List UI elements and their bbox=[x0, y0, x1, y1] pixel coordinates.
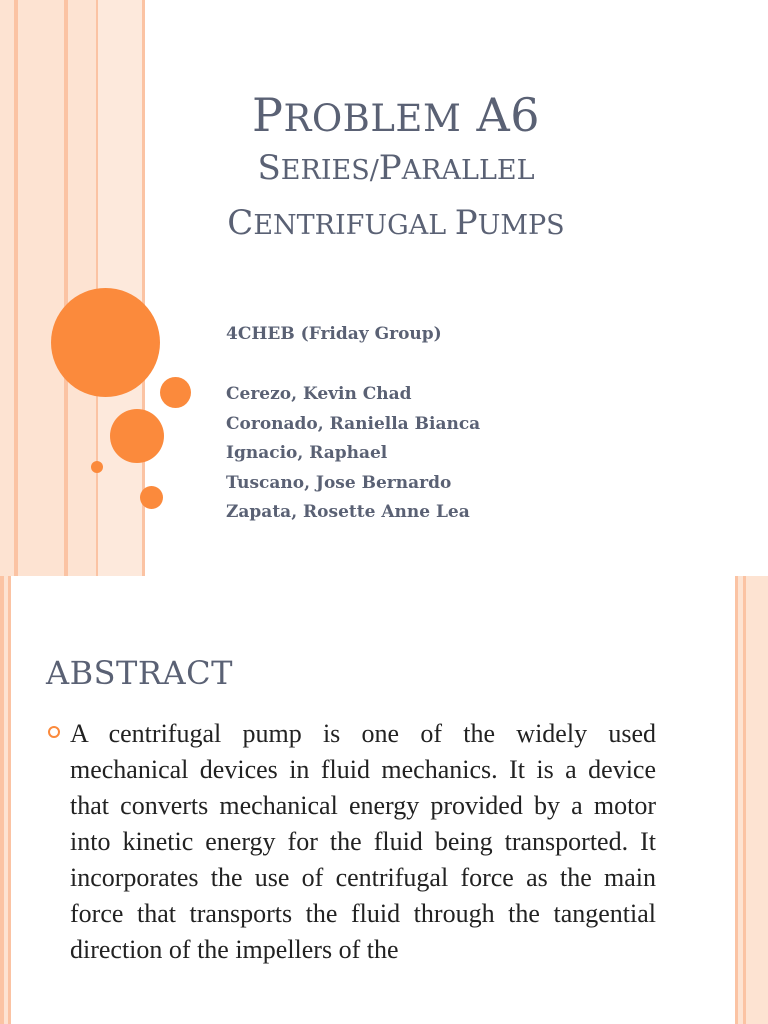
decor-stripe bbox=[0, 0, 14, 576]
decor-stripe bbox=[68, 0, 96, 576]
title-number: A6 bbox=[476, 88, 540, 142]
subtitle-rest: UMPS bbox=[477, 210, 565, 241]
decor-stripe bbox=[18, 0, 64, 576]
group-label: 4CHEB (Friday Group) bbox=[226, 324, 442, 344]
member-name: Cerezo, Kevin Chad bbox=[226, 384, 412, 404]
subtitle-rest: ARALLEL bbox=[401, 155, 535, 186]
subtitle-cap: P bbox=[378, 148, 402, 188]
abstract-heading: ABSTRACT bbox=[46, 654, 233, 692]
decor-circle-medium bbox=[110, 409, 164, 463]
member-name: Tuscano, Jose Bernardo bbox=[226, 472, 452, 493]
abstract-slide bbox=[0, 576, 768, 1024]
decor-circle-tiny bbox=[91, 461, 103, 473]
bullet-ring-icon bbox=[48, 726, 60, 738]
member-name: Zapata, Rosette Anne Lea bbox=[226, 502, 470, 522]
subtitle-rest: ERIES/ bbox=[280, 155, 379, 186]
member-name: Ignacio, Raphael bbox=[226, 443, 388, 463]
member-name: Coronado, Raniella Bianca bbox=[226, 413, 481, 434]
subtitle-line-2 bbox=[227, 203, 564, 243]
subtitle-cap: S bbox=[257, 148, 281, 188]
abstract-body: A centrifugal pump is one of the widely used mechanical devices in fluid mechanics. It is a device that converts mechanical energy provided by a motor into kinetic energy for the fluid being transported. It incorporates the use of centrifugal force as the main force that transports the fluid through the tangential direction of the impellers of the bbox=[70, 719, 656, 964]
title-first-letter: P bbox=[252, 88, 284, 142]
slide-title bbox=[150, 88, 642, 142]
subtitle-rest: ENTRIFUGAL bbox=[253, 210, 455, 241]
decor-stripe bbox=[746, 576, 768, 1024]
decor-circle-large bbox=[51, 288, 160, 397]
title-rest: ROBLEM bbox=[283, 97, 462, 140]
member-list bbox=[226, 382, 480, 530]
slide-subtitle bbox=[150, 142, 642, 252]
decor-circle-small bbox=[140, 486, 163, 509]
subtitle-cap: P bbox=[454, 203, 478, 243]
subtitle-line-1 bbox=[257, 148, 534, 188]
decor-circle-small bbox=[160, 377, 191, 408]
subtitle-cap: C bbox=[227, 203, 254, 243]
decor-stripe bbox=[8, 576, 11, 1024]
